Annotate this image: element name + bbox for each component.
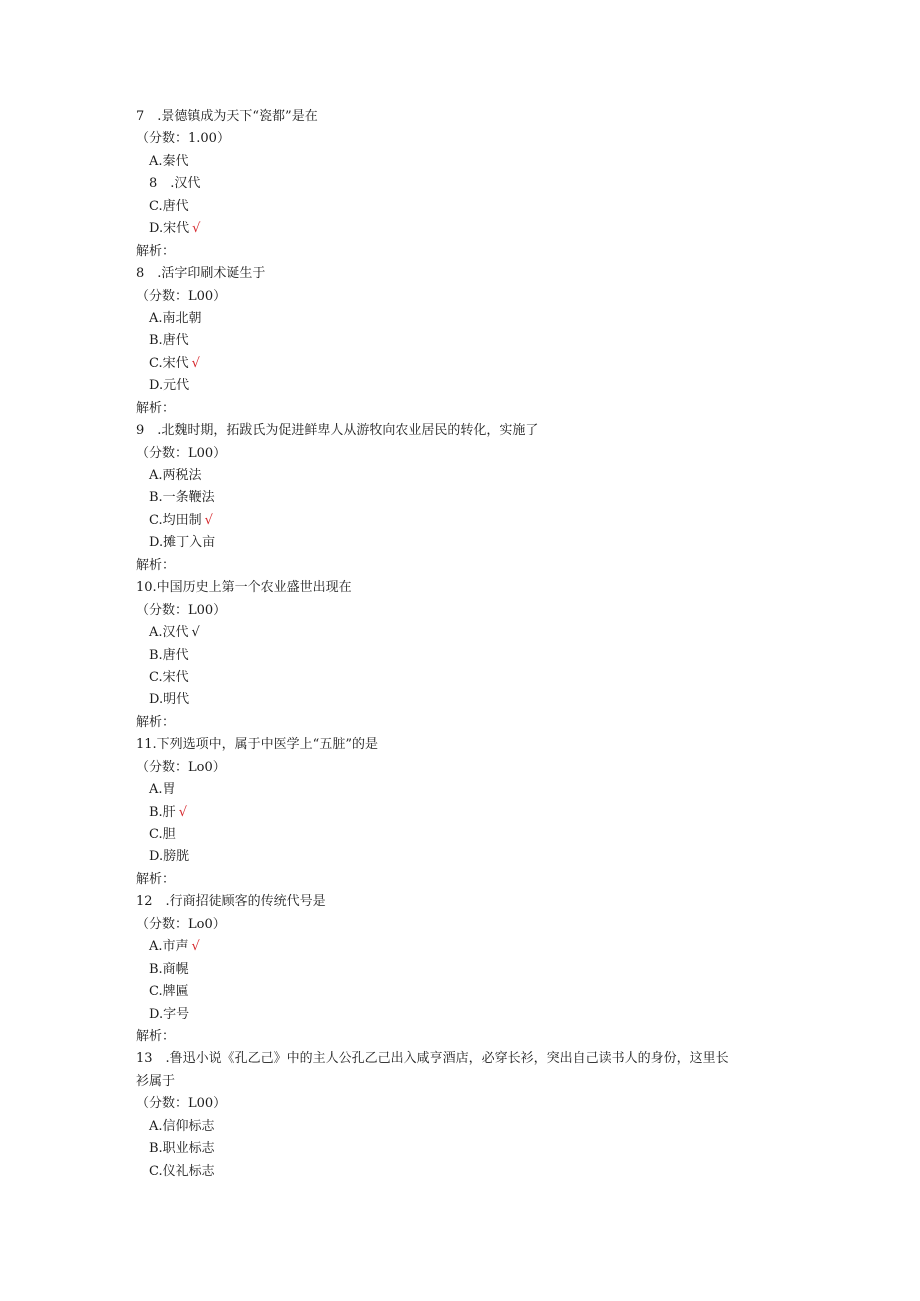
analysis-label: 解析： (136, 557, 176, 573)
answer-option-label: A.汉代 (149, 625, 189, 641)
answer-option-label: C.牌匾 (149, 984, 189, 1000)
question-stem: 11.下列选项中，属于中医学上“五脏”的是 (136, 737, 378, 753)
answer-option-label: A.信仰标志 (149, 1118, 215, 1134)
analysis-label: 解析： (136, 714, 176, 730)
answer-option-label: D.明代 (149, 692, 190, 708)
question-score: （分数：L00） (136, 288, 227, 304)
answer-option (149, 353, 920, 375)
question-score: （分数：L00） (136, 602, 227, 618)
answer-option (149, 510, 920, 532)
answer-option-label: B.一条鞭法 (149, 490, 215, 506)
question-stem: 7 .景德镇成为天下“瓷都”是在 (136, 109, 318, 124)
question-score: （分数：Lo0） (136, 759, 226, 775)
answer-option (149, 1138, 920, 1160)
question-stem: 8 .活字印刷术诞生于 (136, 266, 266, 282)
answer-option-label: A.秦代 (149, 153, 189, 169)
answer-option-label: C.仪礼标志 (149, 1163, 215, 1179)
answer-option (149, 824, 920, 846)
answer-option-label: D.字号 (149, 1006, 190, 1022)
answer-option (149, 667, 920, 689)
correct-check-icon: √ (191, 355, 200, 371)
question-score: （分数：Lo0） (136, 916, 226, 932)
correct-check-icon: √ (192, 221, 201, 237)
answer-option (149, 959, 920, 981)
answer-option (149, 981, 920, 1003)
answer-option (149, 151, 920, 173)
question-stem: 10.中国历史上第一个农业盛世出现在 (136, 580, 352, 596)
answer-option (149, 375, 920, 397)
answer-option-label: A.胃 (149, 782, 176, 798)
answer-option-label: D.元代 (149, 378, 190, 394)
answer-option-label: C.宋代 (149, 355, 189, 371)
question-score: （分数：L00） (136, 1096, 227, 1112)
answer-option (149, 936, 920, 958)
analysis-label: 解析： (136, 243, 176, 259)
analysis-label: 解析： (136, 1028, 176, 1044)
question-stem-continued: 衫属于 (136, 1073, 176, 1089)
answer-option (149, 308, 920, 330)
answer-option-label: C.宋代 (149, 669, 189, 685)
answer-option-label: B.商幌 (149, 961, 189, 977)
analysis-label: 解析： (136, 871, 176, 887)
answer-option-label: A.南北朝 (149, 310, 202, 326)
answer-option-label: A.两税法 (149, 468, 202, 483)
answer-option (149, 779, 920, 801)
answer-option-label: C.均田制 (149, 512, 202, 528)
answer-option (149, 1161, 920, 1183)
answer-option-label: B.唐代 (149, 647, 189, 663)
correct-check-icon: √ (191, 625, 200, 641)
answer-option (149, 196, 920, 218)
answer-option (149, 689, 920, 711)
answer-option (149, 802, 920, 824)
question-score: （分数：L00） (136, 445, 227, 461)
answer-option (149, 846, 920, 868)
question-stem: 13 .鲁迅小说《孔乙己》中的主人公孔乙己出入咸亨酒店，必穿长衫，突出自己读书人的身份，这里长 (136, 1051, 729, 1067)
correct-check-icon: √ (178, 804, 187, 820)
answer-option (149, 173, 920, 195)
answer-option (149, 330, 920, 352)
answer-option-label: B.肝 (149, 804, 176, 820)
answer-option (149, 532, 920, 554)
answer-option-label: D.宋代 (149, 221, 190, 237)
question-stem: 9 .北魏时期，拓跋氏为促进鲜卑人从游牧向农业居民的转化，实施了 (136, 423, 539, 439)
question-score: （分数：1.00） (136, 131, 230, 147)
answer-option (149, 465, 920, 487)
answer-option (149, 645, 920, 667)
answer-option-label: B.唐代 (149, 333, 189, 349)
answer-option (149, 622, 920, 644)
answer-option (149, 487, 920, 509)
answer-option-label: 8 .汉代 (149, 176, 201, 192)
answer-option-label: C.胆 (149, 827, 176, 842)
answer-option-label: A.市声 (149, 939, 189, 955)
answer-option-label: D.摊丁入亩 (149, 535, 216, 551)
correct-check-icon: √ (191, 939, 200, 955)
question-stem: 12 .行商招徒顾客的传统代号是 (136, 894, 326, 910)
answer-option-label: B.职业标志 (149, 1141, 215, 1157)
answer-option (149, 218, 920, 240)
answer-option-label: C.唐代 (149, 198, 189, 214)
answer-option-label: D.膀胱 (149, 849, 190, 865)
correct-check-icon: √ (204, 512, 213, 528)
answer-option (149, 1116, 920, 1138)
analysis-label: 解析： (136, 400, 176, 416)
answer-option (149, 1004, 920, 1026)
document-page (0, 106, 920, 1183)
